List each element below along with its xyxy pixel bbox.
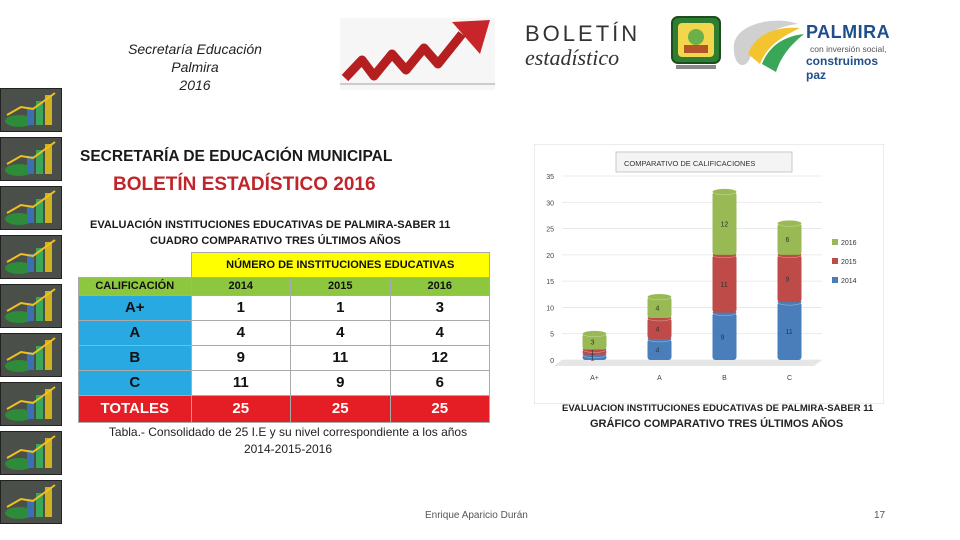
slide-thumbnail-chart-icon <box>0 480 62 524</box>
y-tick-label: 35 <box>546 174 554 181</box>
column-header: CALIFICACIÓN <box>79 277 192 295</box>
data-label: 4 <box>655 347 660 355</box>
caption-line-1: Tabla.- Consolidado de 25 I.E y su nivel correspondiente a los años <box>108 425 468 439</box>
table-cell: 12 <box>390 345 490 370</box>
table-cell: 9 <box>191 345 291 370</box>
row-category: C <box>79 370 192 395</box>
table-cell: 11 <box>191 370 291 395</box>
x-tick-label: C <box>786 375 793 382</box>
palmira-swoosh-icon <box>728 14 806 76</box>
org-line-2: Palmira <box>171 59 219 75</box>
org-line-1: Secretaría Educación <box>128 41 262 57</box>
data-label: 4 <box>655 305 660 313</box>
table-row <box>79 295 490 320</box>
growth-arrow-icon <box>340 18 495 90</box>
bar-segment-2016 <box>778 223 802 255</box>
table-cell: 3 <box>390 295 490 320</box>
palmira-logo-slogan: construimos paz <box>806 54 879 82</box>
bar-segment-2015 <box>778 255 802 302</box>
table-row <box>79 320 490 345</box>
data-label: 6 <box>785 237 790 245</box>
table-cell: 9 <box>291 370 391 395</box>
row-category: A <box>79 320 192 345</box>
bar-segment-cap <box>583 331 607 337</box>
group-header: NÚMERO DE INSTITUCIONES EDUCATIVAS <box>191 253 490 278</box>
totals-label: TOTALES <box>79 395 192 422</box>
legend-label: 2015 <box>841 259 857 266</box>
slide-thumbnail-chart-icon <box>0 431 62 475</box>
bar-segment-2014 <box>713 313 737 360</box>
slide-thumbnail-chart-icon <box>0 186 62 230</box>
x-tick-label: B <box>722 375 727 382</box>
palmira-logo-subtitle: con inversión social, <box>810 44 887 54</box>
chart-title: COMPARATIVO DE CALIFICACIONES <box>624 159 756 168</box>
slide-thumbnail-chart-icon <box>0 235 62 279</box>
table-cell: 4 <box>291 320 391 345</box>
bulletin-logo <box>525 22 640 70</box>
table-cell: 11 <box>291 345 391 370</box>
table-title: SECRETARÍA DE EDUCACIÓN MUNICIPAL <box>80 148 393 165</box>
page-number: 17 <box>874 510 886 521</box>
totals-row <box>79 395 490 422</box>
totals-cell: 25 <box>390 395 490 422</box>
bar-segment-cap <box>713 189 737 195</box>
data-label: 9 <box>785 276 790 284</box>
data-label: 4 <box>655 326 660 334</box>
statistics-table-panel <box>78 146 490 417</box>
column-header-row <box>79 277 490 295</box>
legend-swatch <box>832 258 838 264</box>
bulletin-logo-line-1: BOLETÍN <box>525 21 641 46</box>
municipal-seal-icon <box>670 15 722 73</box>
x-tick-label: A <box>657 375 662 382</box>
data-label: 3 <box>590 339 595 347</box>
table-cell: 6 <box>390 370 490 395</box>
stacked-bar-chart <box>534 144 884 404</box>
table-comparison-heading: CUADRO COMPARATIVO TRES ÚLTIMOS AÑOS <box>150 235 401 247</box>
table-row <box>79 370 490 395</box>
column-header: 2016 <box>390 277 490 295</box>
table-evaluation-heading: EVALUACIÓN INSTITUCIONES EDUCATIVAS DE PALMIRA-SABER 11 <box>90 219 451 231</box>
bulletin-logo-line-2: estadístico <box>525 45 620 70</box>
column-header: 2014 <box>191 277 291 295</box>
data-label: 9 <box>720 334 725 342</box>
row-category: B <box>79 345 192 370</box>
comparison-table <box>78 252 490 423</box>
chart-caption-1: EVALUACION INSTITUCIONES EDUCATIVAS DE PALMIRA-SABER 11 <box>562 403 874 414</box>
table-cell: 1 <box>191 295 291 320</box>
slide-thumbnail-chart-icon <box>0 284 62 328</box>
slide-thumbnail-chart-icon <box>0 137 62 181</box>
y-tick-label: 10 <box>546 305 554 313</box>
data-label: 1 <box>590 355 595 363</box>
y-tick-label: 30 <box>546 200 554 208</box>
legend-label: 2016 <box>841 240 857 247</box>
author-footer: Enrique Aparicio Durán <box>425 510 528 521</box>
data-label: 1 <box>590 350 595 358</box>
legend-swatch <box>832 277 838 283</box>
legend-swatch <box>832 239 838 245</box>
org-line-3: 2016 <box>179 77 211 93</box>
slide-thumbnail-chart-icon <box>0 88 62 132</box>
bar-segment-cap <box>648 294 672 300</box>
totals-cell: 25 <box>191 395 291 422</box>
data-label: 11 <box>785 329 793 337</box>
totals-cell: 25 <box>291 395 391 422</box>
table-cell: 4 <box>390 320 490 345</box>
data-label: 11 <box>720 281 728 289</box>
table-cell: 4 <box>191 320 291 345</box>
palmira-logo-name: PALMIRA <box>806 22 891 42</box>
table-caption <box>78 424 498 458</box>
y-tick-label: 5 <box>550 331 554 339</box>
y-tick-label: 20 <box>546 252 554 260</box>
x-tick-label: A+ <box>590 375 599 382</box>
bar-segment-cap <box>778 220 802 226</box>
chart-caption-2: GRÁFICO COMPARATIVO TRES ÚLTIMOS AÑOS <box>590 418 844 430</box>
slide-thumbnail-chart-icon <box>0 333 62 377</box>
column-header: 2015 <box>291 277 391 295</box>
slide-thumbnail-chart-icon <box>0 382 62 426</box>
table-row <box>79 345 490 370</box>
palmira-logo <box>728 14 891 82</box>
y-tick-label: 25 <box>546 226 554 234</box>
y-tick-label: 15 <box>546 279 554 287</box>
organization-heading <box>100 40 290 94</box>
table-cell: 1 <box>291 295 391 320</box>
row-category: A+ <box>79 295 192 320</box>
data-label: 12 <box>720 221 729 229</box>
caption-line-2: 2014-2015-2016 <box>243 442 333 456</box>
table-subtitle-red: BOLETÍN ESTADÍSTICO 2016 <box>113 174 376 195</box>
legend-label: 2014 <box>841 278 857 285</box>
y-tick-label: 0 <box>550 358 554 365</box>
